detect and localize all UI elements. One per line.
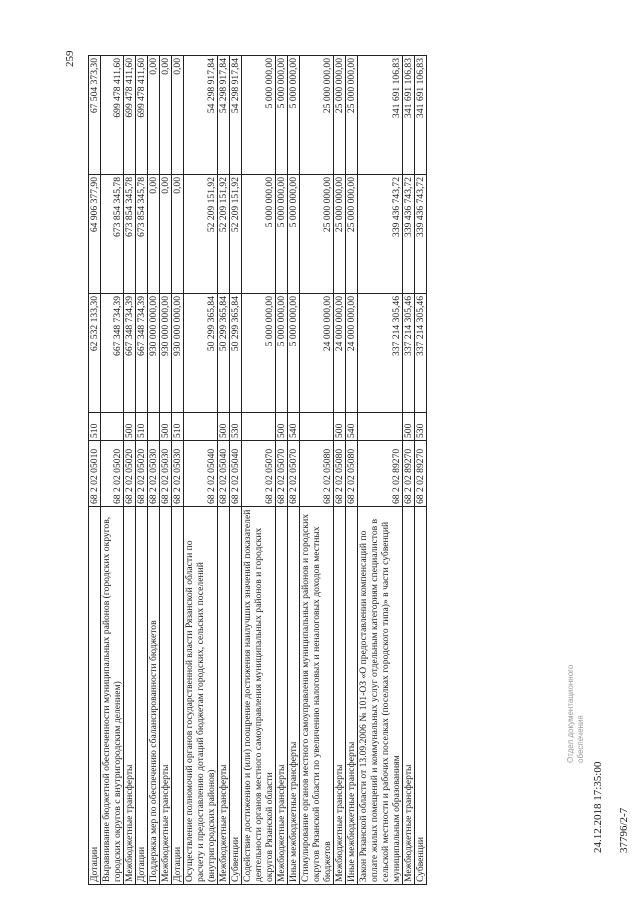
row-value-2019: 930 000 000,00 <box>148 294 160 413</box>
row-value-2019: 667 348 734,39 <box>136 294 148 413</box>
row-code: 68 2 02 05030 <box>160 441 172 507</box>
row-value-2020: 25 000 000,00 <box>334 175 346 294</box>
row-pad <box>172 6 184 56</box>
row-value-2021: 54 298 917,84 <box>230 56 242 175</box>
table-row <box>148 6 160 885</box>
table-row <box>218 6 230 885</box>
row-value-2021: 25 000 000,00 <box>346 56 358 175</box>
row-code: 68 2 02 05010 <box>89 441 101 507</box>
row-pad <box>288 6 300 56</box>
table-row <box>124 6 136 885</box>
row-type: 500 <box>160 413 172 441</box>
row-code: 68 2 02 05070 <box>242 441 276 507</box>
row-name: Межбюджетные трансферты <box>276 507 288 885</box>
row-code: 68 2 02 05020 <box>136 441 148 507</box>
row-value-2020: 52 209 151,92 <box>218 175 230 294</box>
table-row <box>172 6 184 885</box>
row-value-2019: 50 299 365,84 <box>184 294 218 413</box>
row-value-2020: 52 209 151,92 <box>184 175 218 294</box>
row-code: 68 2 02 05080 <box>334 441 346 507</box>
row-code: 68 2 02 05020 <box>101 441 124 507</box>
stamp-line-2: обеспечения <box>576 715 585 763</box>
row-name: Стимулирование органов местного самоуправления муниципальных районов и городских округов Рязанской области по увеличению налоговых и неналоговых доходов местных бюджетов <box>300 507 334 885</box>
row-value-2020: 5 000 000,00 <box>242 175 276 294</box>
row-code: 68 2 02 05040 <box>230 441 242 507</box>
row-value-2021: 699 478 411,60 <box>124 56 136 175</box>
row-value-2020: 5 000 000,00 <box>276 175 288 294</box>
row-pad <box>242 6 276 56</box>
table-row <box>89 6 101 885</box>
row-pad <box>101 6 124 56</box>
row-pad <box>300 6 334 56</box>
row-value-2021: 25 000 000,00 <box>300 56 334 175</box>
row-type <box>184 413 218 441</box>
row-value-2021: 5 000 000,00 <box>242 56 276 175</box>
row-value-2020: 673 854 345,78 <box>124 175 136 294</box>
row-pad <box>184 6 218 56</box>
row-code: 68 2 02 05020 <box>124 441 136 507</box>
row-pad <box>124 6 136 56</box>
footer-date: 24.12.2018 17:35:00 <box>592 761 604 853</box>
row-name: Выравнивание бюджетной обеспеченности муниципальных районов (городских округов, городских округов с внутригородским делением) <box>101 507 124 885</box>
row-name: Субвенции <box>230 507 242 885</box>
row-pad <box>415 6 427 56</box>
row-code: 68 2 02 05070 <box>276 441 288 507</box>
row-value-2019: 5 000 000,00 <box>276 294 288 413</box>
row-value-2021: 699 478 411,60 <box>136 56 148 175</box>
row-value-2020: 25 000 000,00 <box>346 175 358 294</box>
row-value-2021: 5 000 000,00 <box>288 56 300 175</box>
table-row <box>184 6 218 885</box>
row-value-2019: 50 299 365,84 <box>230 294 242 413</box>
row-name: Содействие достижению и (или) поощрение достижения наилучших значений показателей деятельности органов местного самоуправления муниципальных районов и городских округов Рязанской области <box>242 507 276 885</box>
row-value-2021: 699 478 411,60 <box>101 56 124 175</box>
row-value-2020: 0,00 <box>148 175 160 294</box>
row-code: 68 2 02 05040 <box>184 441 218 507</box>
row-pad <box>218 6 230 56</box>
table-row <box>160 6 172 885</box>
row-type: 530 <box>415 413 427 441</box>
row-value-2020: 339 436 743,72 <box>358 175 403 294</box>
row-value-2021: 0,00 <box>172 56 184 175</box>
row-name: Иные межбюджетные трансферты <box>346 507 358 885</box>
row-pad <box>276 6 288 56</box>
row-type: 500 <box>124 413 136 441</box>
table-row <box>300 6 334 885</box>
row-pad <box>160 6 172 56</box>
row-pad <box>136 6 148 56</box>
row-name: Дотации <box>172 507 184 885</box>
row-value-2020: 339 436 743,72 <box>403 175 415 294</box>
row-value-2021: 54 298 917,84 <box>184 56 218 175</box>
row-value-2021: 341 691 106,83 <box>403 56 415 175</box>
table-row <box>101 6 124 885</box>
table-row <box>288 6 300 885</box>
row-type <box>242 413 276 441</box>
row-type: 500 <box>403 413 415 441</box>
row-name: Межбюджетные трансферты <box>124 507 136 885</box>
row-code: 68 2 02 05070 <box>288 441 300 507</box>
row-type: 540 <box>288 413 300 441</box>
row-value-2019: 5 000 000,00 <box>242 294 276 413</box>
footer-code: 37796/2-7 <box>618 807 630 853</box>
row-type: 540 <box>346 413 358 441</box>
row-value-2019: 24 000 000,00 <box>300 294 334 413</box>
row-name: Дотации <box>136 507 148 885</box>
row-name: Дотации <box>89 507 101 885</box>
row-value-2021: 5 000 000,00 <box>276 56 288 175</box>
table-row <box>230 6 242 885</box>
row-value-2020: 673 854 345,78 <box>136 175 148 294</box>
row-value-2019: 5 000 000,00 <box>288 294 300 413</box>
row-name: Поддержка мер по обеспечению сбалансированности бюджетов <box>148 507 160 885</box>
table-row <box>346 6 358 885</box>
row-name: Межбюджетные трансферты <box>218 507 230 885</box>
row-value-2021: 54 298 917,84 <box>218 56 230 175</box>
row-value-2019: 62 532 133,30 <box>89 294 101 413</box>
table-row <box>415 6 427 885</box>
row-value-2021: 67 504 373,30 <box>89 56 101 175</box>
budget-table <box>88 5 427 885</box>
row-name: Межбюджетные трансферты <box>334 507 346 885</box>
table-row <box>358 6 403 885</box>
row-value-2019: 337 214 305,46 <box>358 294 403 413</box>
row-value-2021: 341 691 106,83 <box>358 56 403 175</box>
row-pad <box>334 6 346 56</box>
row-value-2019: 50 299 365,84 <box>218 294 230 413</box>
row-value-2020: 25 000 000,00 <box>300 175 334 294</box>
row-type: 510 <box>172 413 184 441</box>
row-value-2019: 337 214 305,46 <box>415 294 427 413</box>
row-type: 510 <box>136 413 148 441</box>
table-row <box>136 6 148 885</box>
row-pad <box>403 6 415 56</box>
row-name: Осуществление полномочий органов государственной власти Рязанской области по расчету и предоставлению дотаций бюджетам городских, сельских поселений (внутригородских районов) <box>184 507 218 885</box>
row-type: 510 <box>89 413 101 441</box>
row-name: Межбюджетные трансферты <box>160 507 172 885</box>
row-type <box>300 413 334 441</box>
row-name: Субвенции <box>415 507 427 885</box>
row-value-2020: 0,00 <box>172 175 184 294</box>
row-type: 530 <box>230 413 242 441</box>
row-code: 68 2 02 05030 <box>148 441 160 507</box>
table-row <box>403 6 415 885</box>
row-pad <box>148 6 160 56</box>
document-stamp <box>566 665 586 763</box>
row-value-2020: 673 854 345,78 <box>101 175 124 294</box>
row-pad <box>346 6 358 56</box>
row-pad <box>230 6 242 56</box>
row-value-2020: 339 436 743,72 <box>415 175 427 294</box>
row-value-2020: 5 000 000,00 <box>288 175 300 294</box>
row-code: 68 2 02 89270 <box>358 441 403 507</box>
row-value-2020: 0,00 <box>160 175 172 294</box>
row-code: 68 2 02 89270 <box>403 441 415 507</box>
table-row <box>242 6 276 885</box>
row-value-2019: 930 000 000,00 <box>160 294 172 413</box>
row-value-2020: 52 209 151,92 <box>230 175 242 294</box>
row-value-2019: 667 348 734,39 <box>101 294 124 413</box>
row-value-2019: 667 348 734,39 <box>124 294 136 413</box>
row-value-2019: 24 000 000,00 <box>346 294 358 413</box>
page-number: 259 <box>64 50 76 67</box>
row-code: 68 2 02 89270 <box>415 441 427 507</box>
row-type: 500 <box>334 413 346 441</box>
row-code: 68 2 02 05030 <box>172 441 184 507</box>
row-code: 68 2 02 05080 <box>300 441 334 507</box>
row-name: Закон Рязанской области от 13.09.2006 № 101-ОЗ «О предоставлении компенсаций по оплате жилых помещений и коммунальных услуг отдельным категориям специалистов в сельской местности и рабочих поселках (поселках городского типа)» в части субвенций муниципальным образованиям <box>358 507 403 885</box>
row-value-2019: 930 000 000,00 <box>172 294 184 413</box>
row-value-2020: 64 906 377,90 <box>89 175 101 294</box>
row-type <box>101 413 124 441</box>
table-row <box>276 6 288 885</box>
row-name: Иные межбюджетные трансферты <box>288 507 300 885</box>
table-row <box>334 6 346 885</box>
row-code: 68 2 02 05080 <box>346 441 358 507</box>
row-pad <box>89 6 101 56</box>
row-value-2019: 24 000 000,00 <box>334 294 346 413</box>
row-value-2021: 0,00 <box>148 56 160 175</box>
row-type <box>148 413 160 441</box>
row-value-2021: 341 691 106,83 <box>415 56 427 175</box>
row-value-2019: 337 214 305,46 <box>403 294 415 413</box>
row-type: 500 <box>218 413 230 441</box>
row-value-2021: 25 000 000,00 <box>334 56 346 175</box>
budget-table-body <box>89 6 427 885</box>
row-name: Межбюджетные трансферты <box>403 507 415 885</box>
row-pad <box>358 6 403 56</box>
row-type <box>358 413 403 441</box>
row-code: 68 2 02 05040 <box>218 441 230 507</box>
row-type: 500 <box>276 413 288 441</box>
row-value-2021: 0,00 <box>160 56 172 175</box>
stamp-line-1: Отдел документационного <box>566 664 575 763</box>
